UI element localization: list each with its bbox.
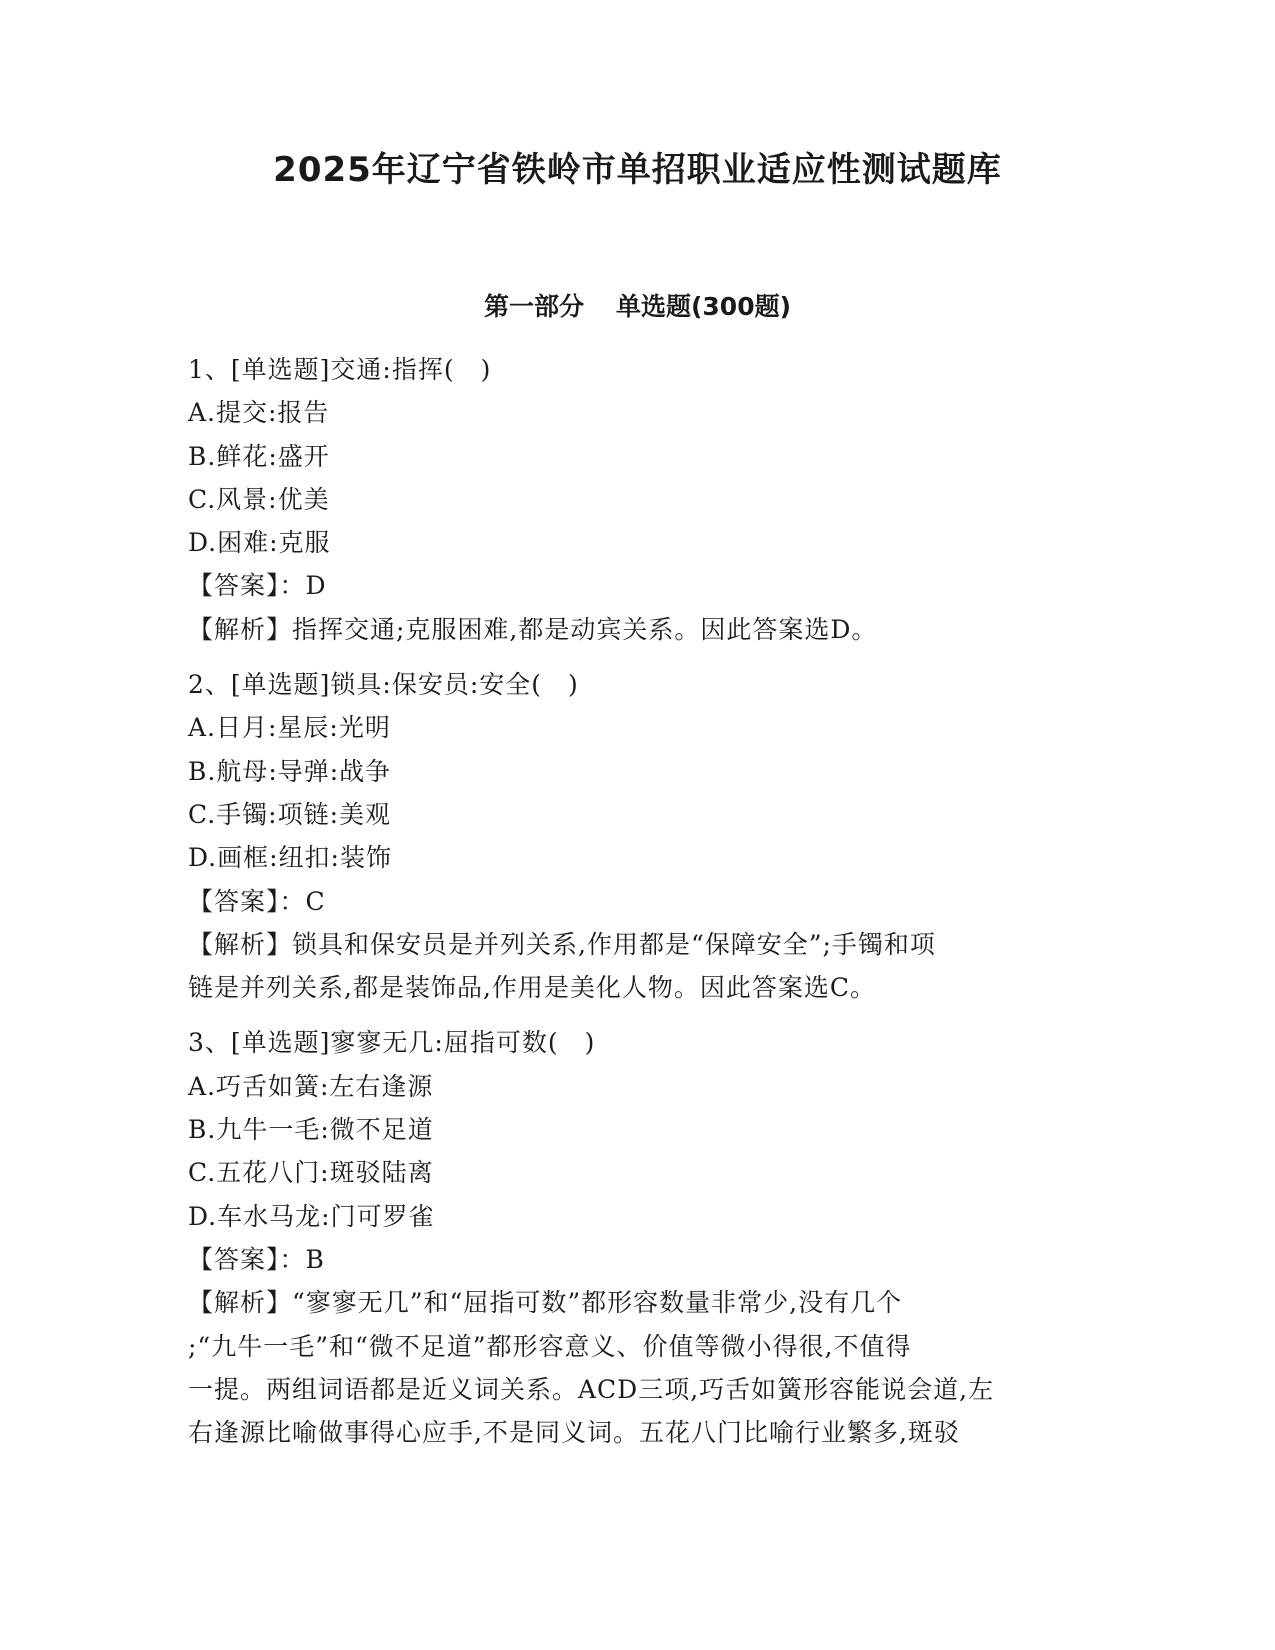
analysis-text: 【解析】指挥交通;克服困难,都是动宾关系。因此答案选D。	[188, 614, 878, 644]
question-stem: 1、[单选题]交通:指挥( )	[188, 355, 492, 384]
option-d: D.画框:纽扣:装饰	[188, 843, 392, 873]
option-a: A.日月:星辰:光明	[188, 713, 391, 743]
option-a: A.提交:报告	[188, 398, 330, 428]
option-a: A.巧舌如簧:左右逢源	[188, 1071, 434, 1101]
option-d: D.车水马龙:门可罗雀	[188, 1201, 435, 1231]
question-item	[188, 348, 1088, 651]
option-b: B.航母:导弹:战争	[188, 756, 392, 786]
option-c: C.风景:优美	[188, 484, 330, 514]
section-name-label: 单选题(300题)	[615, 292, 792, 321]
option-d: D.困难:克服	[188, 528, 331, 558]
question-list	[188, 348, 1088, 1466]
section-heading	[0, 290, 1275, 324]
answer-text: 【答案】：B	[188, 1244, 325, 1274]
document-title: 2025年辽宁省铁岭市单招职业适应性测试题库	[273, 150, 1002, 190]
answer-text: 【答案】：D	[188, 571, 327, 601]
option-b: B.鲜花:盛开	[188, 441, 330, 471]
question-item	[188, 663, 1088, 1009]
section-part-label: 第一部分	[483, 292, 584, 321]
option-b: B.九牛一毛:微不足道	[188, 1115, 434, 1145]
option-c: C.手镯:项链:美观	[188, 799, 392, 829]
option-c: C.五花八门:斑驳陆离	[188, 1158, 434, 1188]
analysis-text: 【解析】“寥寥无几”和“屈指可数”都形容数量非常少,没有几个 ;“九牛一毛”和“微不足道”都形容意义、价值等微小得很,不值得 一提。两组词语都是近义词关系。ACD三项,巧舌如簧形容能说会道,左 右逢源比喻做事得心应手,不是同义词。五花八门比喻行业繁多,斑驳	[188, 1288, 995, 1448]
question-stem: 2、[单选题]锁具:保安员:安全( )	[188, 670, 579, 700]
question-stem: 3、[单选题]寥寥无几:屈指可数( )	[188, 1028, 596, 1058]
analysis-text: 【解析】锁具和保安员是并列关系,作用都是“保障安全”;手镯和项 链是并列关系,都是装饰品,作用是美化人物。因此答案选C。	[188, 929, 936, 1003]
answer-text: 【答案】：C	[188, 886, 326, 916]
question-item	[188, 1021, 1088, 1454]
